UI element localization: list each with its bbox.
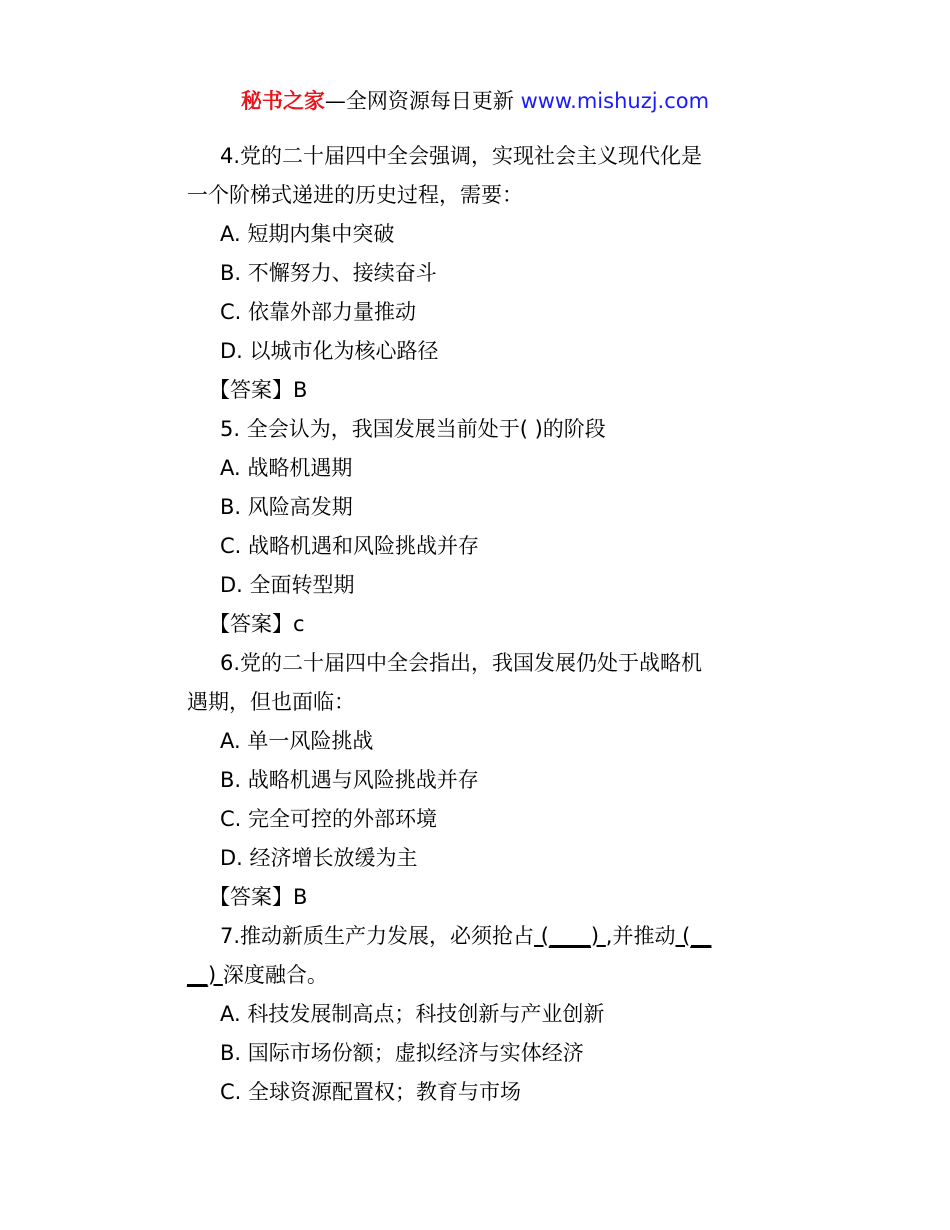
document-body: [187, 137, 777, 1112]
question-7-option-a: A. 科技发展制高点；科技创新与产业创新: [220, 1002, 605, 1026]
question-7-stem-continued: [187, 956, 777, 995]
question-5-answer: 【答案】c: [209, 612, 305, 636]
question-7-stem-text-3: 深度融合。: [222, 963, 328, 987]
question-6-stem: 6.党的二十届四中全会指出，我国发展仍处于战略机: [220, 651, 703, 675]
question-6-option-a: A. 单一风险挑战: [220, 729, 374, 753]
question-5-option-c: C. 战略机遇和风险挑战并存: [220, 534, 480, 558]
question-7-option-c: C. 全球资源配置权；教育与市场: [220, 1080, 522, 1104]
question-5-stem: 5. 全会认为，我国发展当前处于( )的阶段: [220, 417, 606, 441]
question-7-blank-2-start: (__: [675, 924, 712, 948]
question-6-stem-continued: 遇期，但也面临：: [187, 690, 355, 714]
header-tagline: —全网资源每日更新: [324, 89, 521, 113]
question-4-stem: 4.党的二十届四中全会强调，实现社会主义现代化是: [220, 144, 703, 168]
question-6-option-c: C. 完全可控的外部环境: [220, 807, 438, 831]
question-4-option-d: D. 以城市化为核心路径: [220, 339, 439, 363]
question-7-blank-2-end: __): [187, 963, 223, 987]
question-6-answer: 【答案】B: [209, 885, 308, 909]
question-4-option-c: C. 依靠外部力量推动: [220, 300, 417, 324]
question-5-option-d: D. 全面转型期: [220, 573, 355, 597]
brand-name: 秘书之家: [240, 89, 325, 113]
question-6-option-b: B. 战略机遇与风险挑战并存: [220, 768, 479, 792]
question-7-option-b: B. 国际市场份额；虚拟经济与实体经济: [220, 1041, 584, 1065]
question-7-blank-1: (____): [534, 924, 606, 948]
page-header: [0, 86, 950, 116]
question-5-option-b: B. 风险高发期: [220, 495, 353, 519]
question-7-stem-text: 7.推动新质生产力发展，必须抢占: [220, 924, 535, 948]
question-4-stem-continued: 一个阶梯式递进的历史过程，需要：: [187, 183, 523, 207]
question-7-stem: [187, 917, 777, 956]
question-4-answer: 【答案】B: [209, 378, 308, 402]
question-7-stem-text-2: ,并推动: [605, 924, 676, 948]
website-link[interactable]: www.mishuzj.com: [520, 89, 710, 113]
question-4-option-b: B. 不懈努力、接续奋斗: [220, 261, 437, 285]
question-4-option-a: A. 短期内集中突破: [220, 222, 395, 246]
question-6-option-d: D. 经济增长放缓为主: [220, 846, 418, 870]
question-5-option-a: A. 战略机遇期: [220, 456, 353, 480]
